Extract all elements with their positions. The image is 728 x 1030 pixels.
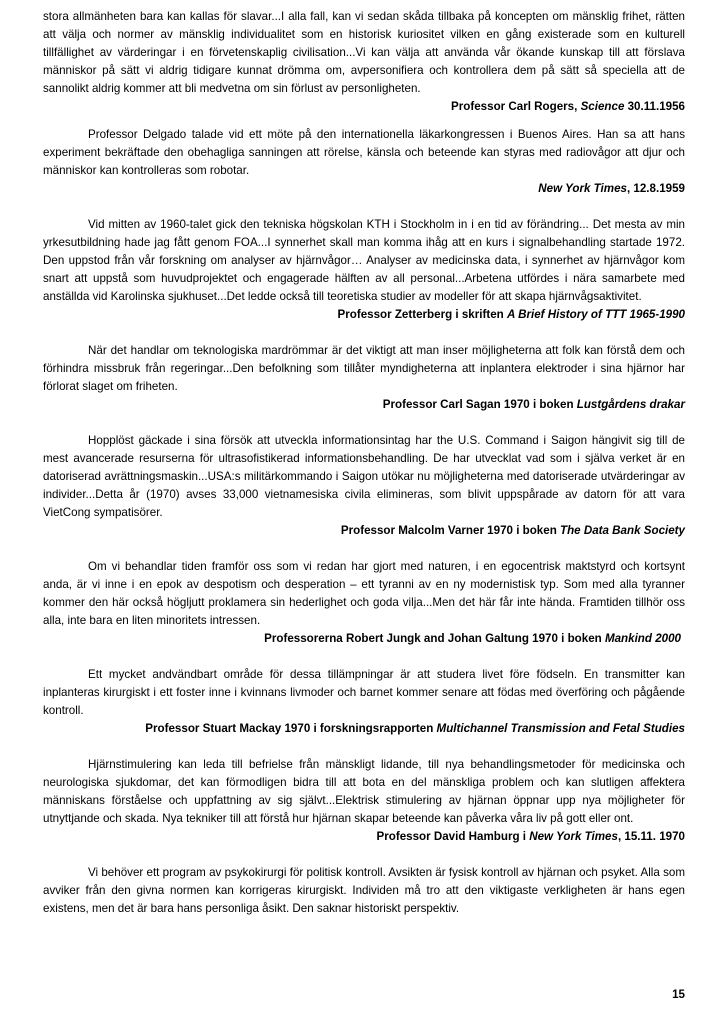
page-number: 15 [672,988,685,1001]
quote-paragraph-mackay: Ett mycket andvändbart område för dessa tillämpningar är att studera livet före födseln. En transmitter kan inplanteras kirurgiskt i ett foster inne i kvinnans livmoder och barnet kommer senare att födas med överföring och pågående kontroll. [43,668,685,717]
quote-paragraph-jungk-galtung: Om vi behandlar tiden framför oss som vi redan har gjort med naturen, i en egocentrisk maktstyrd och kortsynt anda, är vi inne i en epok av despotism och desperation – ett tyranni av en ny modernistisk typ. Som med alla tyranner kommer den här också högljutt proklamera sin hederlighet och goda vilja...Men det här får inte hända. Framtiden tillhör oss alla, inte bara en liten minoritets intressen. [43,560,685,627]
quote-paragraph-psychosurgery: Vi behöver ett program av psykokirurgi för politisk kontroll. Avsikten är fysisk kontroll av hjärnan och psyket. Alla som avviker från den givna normen kan korrigeras kirurgiskt. Individen må tro att den viktigaste verkligheten är hans egen existens, men det är bara hans personliga åsikt. Den saknar historiskt perspektiv. [43,866,685,915]
attribution-hamburg: Professor David Hamburg i New York Times, 15.11. 1970 [376,830,685,843]
quote-paragraph-varner: Hopplöst gäckade i sina försök att utveckla informationsintag har the U.S. Command i Saigon hängivit sig till de mest avancerade resurserna för ultrasofistikerad informationsbehandling. De har utvecklat vad som i själva verket är en datoriserad avrättningsmaskin...USA:s militärkommando i Saigon utökar nu möjligheterna med datoriserade utvärderingar av individer...Detta år (1970) avses 33,000 vietnamesiska civila elimineras, som blivit uppspårade av datorn för att vara VietCong sympatisörer. [43,434,685,519]
attribution-delgado: New York Times, 12.8.1959 [538,182,685,195]
attribution-varner: Professor Malcolm Varner 1970 i boken The Data Bank Society [340,524,685,537]
attribution-rogers: Professor Carl Rogers, Science 30.11.1956 [451,100,685,113]
attribution-zetterberg: Professor Zetterberg i skriften A Brief History of TTT 1965-1990 [337,308,685,321]
quote-paragraph-rogers: stora allmänheten bara kan kallas för slavar...I alla fall, kan vi sedan skåda tillbaka på koncepten om mänsklig frihet, rätten att välja och normer av mänsklig individualitet som en historisk kuriositet vilken en gång existerade som en kulturell tillfällighet av värderingar i en förvetenskaplig civilisation...Vi kan välja att använda vår ökande kunskap till att förslava människor på sätt vi aldrig tidigare kunnat drömma om, avpersonifiera och kontrollera dem på sätt så speciella att de sannolikt aldrig kommer att bli medvetna om sin förlust av personligheten. [43,10,685,95]
attribution-mackay: Professor Stuart Mackay 1970 i forskningsrapporten Multichannel Transmission and Fetal Studies [145,722,685,735]
attribution-jungk-galtung: Professorerna Robert Jungk and Johan Galtung 1970 i boken Mankind 2000 [264,632,681,645]
attribution-sagan: Professor Carl Sagan 1970 i boken Lustgårdens drakar [382,398,685,411]
quote-paragraph-hamburg: Hjärnstimulering kan leda till befrielse från mänskligt lidande, till nya behandlingsmetoder för medicinska och neurologiska sjukdomar, det kan förmodligen bidra till att bota en del mänskliga problem och kan slutligen affektera människans förståelse och uppfattning av sig självt...Elektrisk stimulering av hjärnan öppnar upp nya möjligheter för utnyttjande och skada. Nya tekniker till att förstå hur hjärnan skapar beteende kan påverka våra liv på gott eller ont. [43,758,685,825]
quote-paragraph-zetterberg: Vid mitten av 1960-talet gick den tekniska högskolan KTH i Stockholm in i en tid av förändring... Det mesta av min yrkesutbildning hade jag fått genom FOA...I synnerhet skall man komma ihåg att en kurs i signalbehandling startade 1972. Den uppstod från vår forskning om analyser av hjärnvågor… Analyser av medicinska data, i synnerhet av hjärnvågor kom snart att uppstå som huvudprojektet och engagerade hälften av all personal...Arbetena utfördes i nära samarbete med anställda vid Karolinska sjukhuset...Det ledde också till teoretiska studier av modeller för att skapa hjärnvågsaktivitet. [43,218,685,303]
quote-paragraph-delgado: Professor Delgado talade vid ett möte på den internationella läkarkongressen i Buenos Aires. Han sa att hans experiment bekräftade den obehagliga sanningen att rörelse, känsla och beteende kan styras med radiovågor att djur och människor kan kontrolleras som robotar. [43,128,685,177]
quote-paragraph-sagan: När det handlar om teknologiska mardrömmar är det viktigt att man inser möjligheterna att folk kan förstå dem och förhindra missbruk från regeringar...Den befolkning som tillåter myndigheterna att inplantera elektroder i sina hjärnor har förlorat slaget om friheten. [43,344,685,393]
